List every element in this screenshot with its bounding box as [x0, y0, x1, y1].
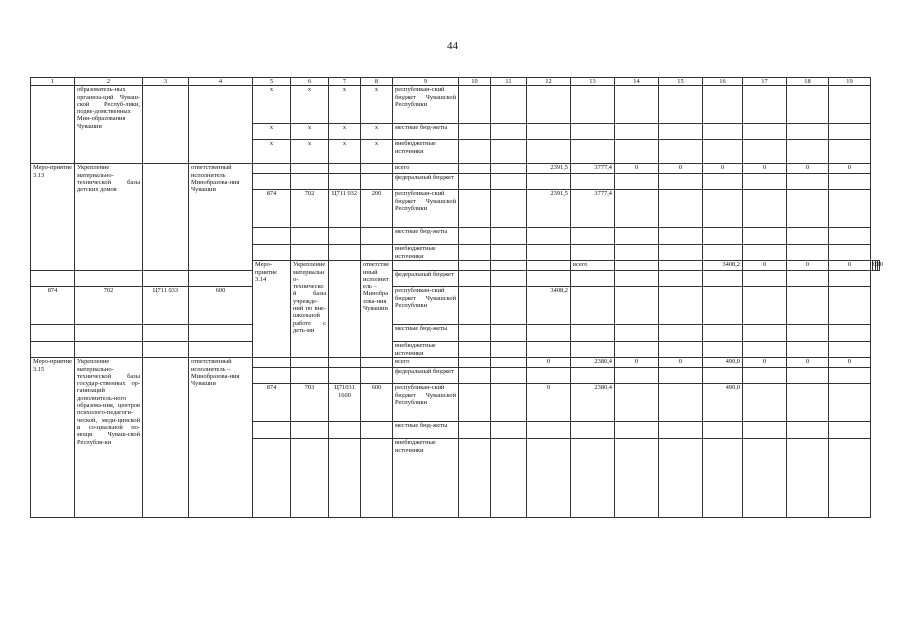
cell-x: х [253, 124, 291, 140]
amount: 490,0 [703, 384, 743, 422]
col-header: 1 [31, 78, 75, 86]
col-header: 14 [615, 78, 659, 86]
measure-id: Меро-приятие 3.13 [31, 164, 75, 271]
col-header: 12 [527, 78, 571, 86]
amount: 3408,2 [527, 287, 571, 325]
amount: 0 [871, 261, 873, 271]
vr-code: 600 [189, 287, 253, 325]
budget-table [30, 77, 883, 518]
table-row [31, 325, 880, 342]
funding-source: внебюджетные источники [393, 342, 459, 358]
cell-x: х [291, 86, 329, 124]
csr-code: Ц711 033 [143, 287, 189, 325]
csr-code: Ц711 032 [329, 190, 361, 228]
amount: 0 [829, 358, 871, 368]
column-number-row [31, 78, 880, 86]
amount: 3408,2 [703, 261, 743, 271]
amount: 0 [527, 384, 571, 422]
funding-source: всего [571, 261, 615, 271]
col-header: 2 [75, 78, 143, 86]
rz-code: 703 [291, 384, 329, 422]
funding-source: местные бюд-жеты [393, 422, 459, 439]
funding-source: республикан-ский бюджет Чувашской Республики [393, 190, 459, 228]
funding-source: федеральный бюджет [393, 368, 459, 384]
col-header: 4 [189, 78, 253, 86]
amount: 0 [875, 261, 877, 271]
col-header: 13 [571, 78, 615, 86]
table-row [31, 358, 880, 368]
col-header: 7 [329, 78, 361, 86]
amount: 0 [615, 358, 659, 368]
amount: 2391,5 [527, 164, 571, 174]
amount: 0 [743, 164, 787, 174]
amount: 0 [787, 164, 829, 174]
funding-source: федеральный бюджет [393, 271, 459, 287]
col-header: 5 [253, 78, 291, 86]
cell-x: х [361, 124, 393, 140]
table-row [31, 271, 880, 287]
vr-code: 600 [361, 384, 393, 422]
vr-code: 200 [361, 190, 393, 228]
cell-x: х [253, 140, 291, 164]
funding-source: республикан-ский бюджет Чувашской Республики [393, 384, 459, 422]
col-header: 10 [459, 78, 491, 86]
amount: 2380,4 [571, 358, 615, 368]
funding-source: местные бюд-жеты [393, 124, 459, 140]
amount: 0 [829, 164, 871, 174]
col-header: 19 [829, 78, 871, 86]
table-row [31, 342, 880, 358]
measure-id: Меро-приятие 3.14 [253, 261, 291, 358]
measure-executor: ответственный исполнитель Минобразова-ния Чувашии [189, 164, 253, 271]
measure-name: Укрепление материально-технической базы учрежде-ний по вне-школьной работе с деть-ми [291, 261, 329, 358]
col-header: 3 [143, 78, 189, 86]
amount: 0 [659, 358, 703, 368]
funding-source: местные бюд-жеты [393, 325, 459, 342]
table-row [31, 86, 880, 124]
amount: 490,0 [703, 358, 743, 368]
col-header: 15 [659, 78, 703, 86]
measure-name: Укрепление материально-технической базы государ-ственных ор-ганизаций дополнитель-ного образова-ния, центров психолого-педагоги-ческой, меди-цинской и со-циальной по-мощи Чуваш-ской Республи-ки [75, 358, 143, 518]
funding-source: внебюджетные источники [393, 140, 459, 164]
measure-name: Укрепление материально-технической базы детских домов [75, 164, 143, 271]
funding-source: федеральный бюджет [393, 174, 459, 190]
amount: 0 [829, 261, 871, 271]
funding-source: республикан-ский бюджет Чувашской Республики [393, 287, 459, 325]
amount: 0 [877, 261, 879, 271]
grbs-code: 874 [253, 384, 291, 422]
cell-x: х [361, 86, 393, 124]
table-row [31, 287, 880, 325]
amount: 0 [615, 164, 659, 174]
cell-x: х [291, 140, 329, 164]
amount: 3777,4 [571, 190, 615, 228]
col-header: 9 [393, 78, 459, 86]
funding-source: местные бюд-жеты [393, 228, 459, 245]
col-header: 6 [291, 78, 329, 86]
measure-executor: ответственный исполнитель – Минобразова-ния Чувашии [189, 358, 253, 518]
amount: 0 [743, 358, 787, 368]
funding-source: внебюджетные источники [393, 245, 459, 261]
page-number: 44 [447, 40, 458, 52]
cell-x: х [253, 86, 291, 124]
cell-x: х [361, 140, 393, 164]
col-header: 11 [491, 78, 527, 86]
grbs-code: 874 [253, 190, 291, 228]
funding-source: республикан-ский бюджет Чувашской Республики [393, 86, 459, 124]
funding-source: всего [393, 358, 459, 368]
measure-id: Меро-приятие 3.15 [31, 358, 75, 518]
rz-code: 702 [75, 287, 143, 325]
amount: 0 [659, 164, 703, 174]
measure-name: образователь-ных организа-ций Чуваш-ской Респуб-лики, подве-домственных Мин-образования Чувашии [75, 86, 143, 164]
measure-executor: ответственный исполнитель – Минобразова-ния Чувашии [361, 261, 393, 358]
amount: 2380,4 [571, 384, 615, 422]
amount: 3777,4 [571, 164, 615, 174]
amount: 0 [703, 164, 743, 174]
table-row [31, 164, 880, 174]
funding-source: внебюджетные источники [393, 439, 459, 518]
grbs-code: 874 [31, 287, 75, 325]
amount: 0 [787, 261, 829, 271]
cell-x: х [329, 140, 361, 164]
amount: 0 [743, 261, 787, 271]
amount: 0 [527, 358, 571, 368]
cell-x: х [329, 124, 361, 140]
funding-source: всего [393, 164, 459, 174]
rz-code: 702 [291, 190, 329, 228]
amount: 0 [873, 261, 875, 271]
col-header: 16 [703, 78, 743, 86]
amount: 2391,5 [527, 190, 571, 228]
cell-x: х [329, 86, 361, 124]
amount: 0 [787, 358, 829, 368]
csr-code: Ц71031 1600 [329, 384, 361, 422]
col-header: 17 [743, 78, 787, 86]
cell-x: х [291, 124, 329, 140]
col-header: 8 [361, 78, 393, 86]
col-header: 18 [787, 78, 829, 86]
